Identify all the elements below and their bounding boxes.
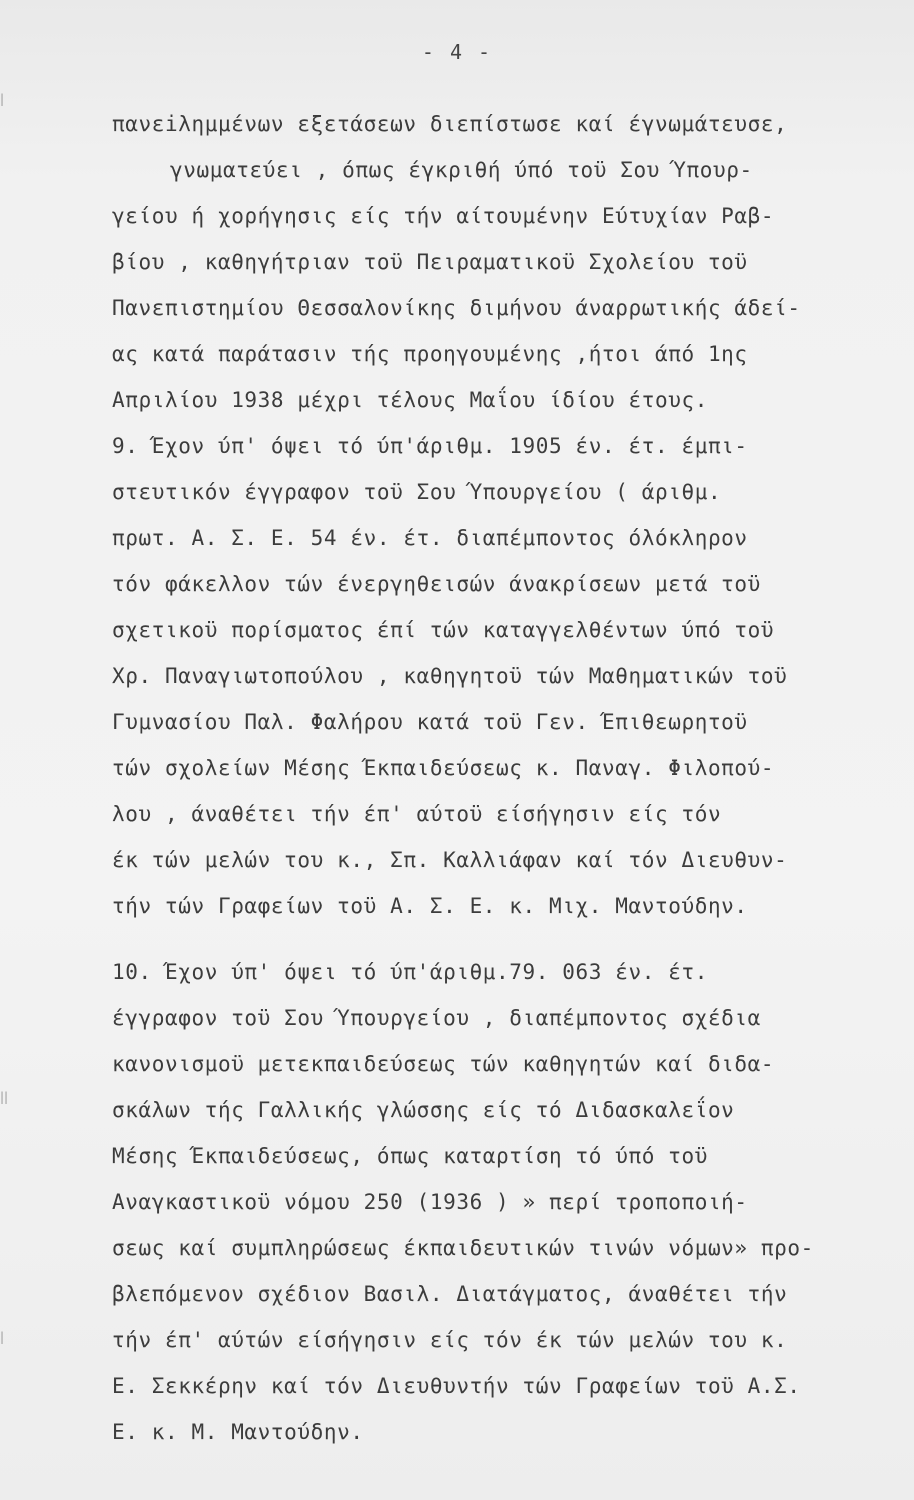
text-line: βίου , καθηγήτριαν τοϋ Πειραματικοϋ Σχολείου τοϋ (112, 250, 748, 274)
edge-mark: || (0, 1090, 9, 1104)
text-line: Μέσης Έκπαιδεύσεως, όπως καταρτίση τό ύπό τοϋ (112, 1144, 708, 1168)
edge-mark: | (0, 1330, 5, 1344)
text-line: Χρ. Παναγιωτοπούλου , καθηγητοϋ τών Μαθηματικών τοϋ (112, 664, 788, 688)
text-line: Απριλίου 1938 μέχρι τέλους Μαΐου ίδίου έτους. (112, 388, 708, 412)
text-line: Ε. κ. Μ. Μαντούδην. (112, 1420, 364, 1444)
text-line: γνωματεύει , όπως έγκριθή ύπό τοϋ Σου Ύπουρ- (170, 158, 753, 182)
text-line: Ε. Σεκκέρην καί τόν Διευθυντήν τών Γραφείων τοϋ Α.Σ. (112, 1374, 801, 1398)
page-number: - 4 - (421, 40, 493, 64)
text-line: Αναγκαστικοϋ νόμου 250 (1936 ) » περί τροποποιή- (112, 1190, 748, 1214)
text-line: ας κατά παράτασιν τής προηγουμένης ,ήτοι άπό 1ης (112, 342, 748, 366)
text-line: έγγραφον τοϋ Σου Ύπουργείου , διαπέμποντος σχέδια (112, 1006, 761, 1030)
text-line: βλεπόμενον σχέδιον Βασιλ. Διατάγματος, άναθέτει τήν (112, 1282, 788, 1306)
text-line: σκάλων τής Γαλλικής γλώσσης είς τό Διδασκαλεΐον (112, 1098, 735, 1122)
text-line: 10. Έχον ύπ' όψει τό ύπ'άριθμ.79. 063 έν. έτ. (112, 960, 708, 984)
text-line: τήν έπ' αύτών είσήγησιν είς τόν έκ τών μελών του κ. (112, 1328, 788, 1352)
text-line: σεως καί συμπληρώσεως έκπαιδευτικών τινών νόμων» προ- (112, 1236, 814, 1260)
text-line: 9. Έχον ύπ' όψει τό ύπ'άριθμ. 1905 έν. έτ. έμπι- (112, 434, 748, 458)
text-line: κανονισμοϋ μετεκπαιδεύσεως τών καθηγητών καί διδα- (112, 1052, 775, 1076)
text-line: σχετικοϋ πορίσματος έπί τών καταγγελθέντων ύπό τοϋ (112, 618, 775, 642)
edge-mark: | (0, 92, 5, 106)
text-line: τών σχολείων Μέσης Έκπαιδεύσεως κ. Παναγ. Φιλοπού- (112, 756, 775, 780)
text-line: έκ τών μελών του κ., Σπ. Καλλιάφαν καί τόν Διευθυν- (112, 848, 788, 872)
text-line: τήν τών Γραφείων τοϋ Α. Σ. Ε. κ. Μιχ. Μαντούδην. (112, 894, 748, 918)
text-line: Γυμνασίου Παλ. Φαλήρου κατά τοϋ Γεν. Έπιθεωρητοϋ (112, 710, 748, 734)
text-line: πρωτ. Α. Σ. Ε. 54 έν. έτ. διαπέμποντος όλόκληρον (112, 526, 748, 550)
text-line: λου , άναθέτει τήν έπ' αύτοϋ είσήγησιν είς τόν (112, 802, 722, 826)
text-line: στευτικόν έγγραφον τοϋ Σου Ύπουργείου ( άριθμ. (112, 480, 722, 504)
text-line: τόν φάκελλον τών ένεργηθεισών άνακρίσεων μετά τοϋ (112, 572, 761, 596)
text-line: πανεiλημμένων εξετάσεων διεπίστωσε καί έγνωμάτευσε, (112, 112, 788, 136)
text-line: Πανεπιστημίου Θεσσαλονίκης διμήνου άναρρωτικής άδεί- (112, 296, 801, 320)
text-line: γείου ή χορήγησις είς τήν αίτουμένην Εύτυχίαν Ραβ- (112, 204, 775, 228)
